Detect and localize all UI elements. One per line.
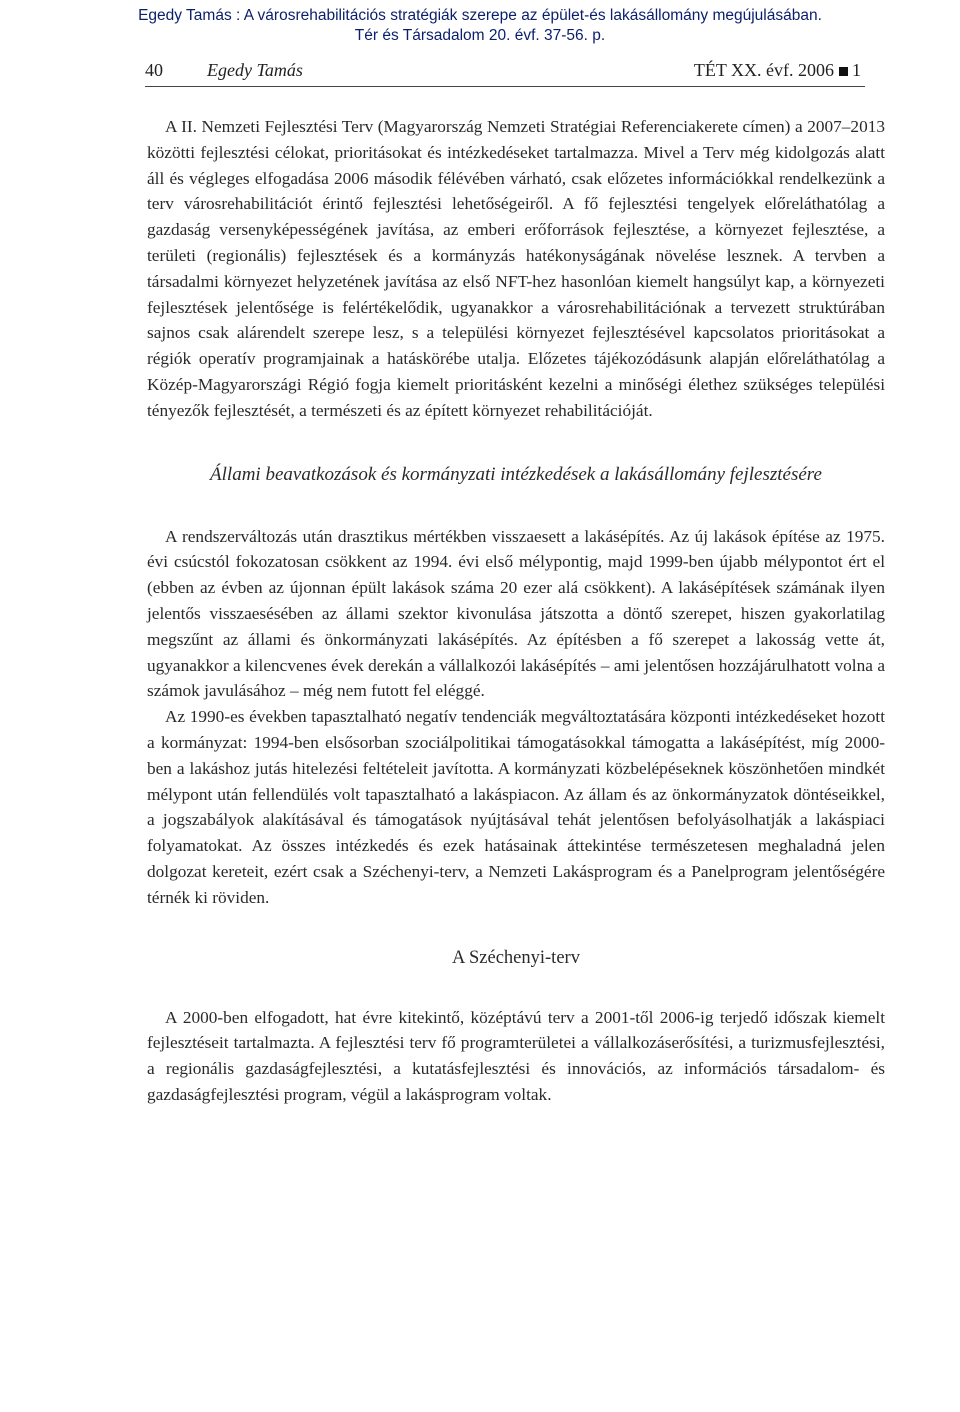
citation-header [0, 6, 960, 46]
citation-line-2: Tér és Társadalom 20. évf. 37-56. p. [354, 27, 606, 44]
running-head-author: Egedy Tamás [207, 60, 303, 80]
paragraph-szechenyi-plan: A 2000-ben elfogadott, hat évre kitekintő, középtávú terv a 2001-től 2006-ig terjedő időszak kiemelt fejlesztéseit tartalmazta. A fejlesztési terv fő programterületei a vállalkozáserősítési, a turizmusfejlesztési, a regionális gazdaságfejlesztési, a kutatásfejlesztési és innovációs, az információs társadalom- és gazdaságfejlesztési program, végül a lakásprogram voltak. [147, 1007, 885, 1104]
citation-line-1: Egedy Tamás : A városrehabilitációs stratégiák szerepe az épület-és lakásállomány megújulásában. [138, 7, 822, 24]
journal-issue: 1 [852, 60, 861, 80]
section-heading: Állami beavatkozások és kormányzati intézkedések a lakásállomány fejlesztésére [210, 463, 822, 485]
page-number: 40 [145, 60, 163, 80]
journal-name: TÉT XX. évf. 2006 [693, 60, 834, 80]
paragraph-government-measures: Az 1990-es években tapasztalható negatív tendenciák megváltoztatására központi intézkedéseket hozott a kormányzat: 1994-ben elsősorban szociálpolitikai támogatásokkal támogatta a lakásépítést, míg 2000-ben a lakáshoz jutás hitelezési feltételeit javította. A kormányzati közbelépéseknek köszönhetően mindkét mélypont után fellendülés volt tapasztalható a lakáspiacon. Az állam és az önkormányzatok döntéseikkel, a jogszabályok alakításával és támogatások nyújtásával tehát jelentősen befolyásolhatják a lakáspiaci folyamatokat. Az összes intézkedés és ezek hatásainak áttekintése természetesen meghaladná jelen dolgozat kereteit, ezért csak a Széchenyi-terv, a Nemzeti Lakásprogram és a Panelprogram jelentőségére térnék ki röviden. [147, 707, 885, 907]
paragraph-nft: A II. Nemzeti Fejlesztési Terv (Magyarország Nemzeti Stratégiai Referenciakerete címen) a 2007–2013 közötti fejlesztési célokat, prioritásokat és intézkedéseket tartalmazza. Mivel a Terv még kidolgozás alatt áll és végleges elfogadása 2006 második félévében várható, csak előzetes információkkal rendelkezünk a terv városrehabilitációt érintő fejlesztési lehetőségeiről. A fő fejlesztési tengelyek előreláthatólag a gazdaság versenyképességének javítása, az emberi erőforrások fejlesztése, a környezet fejlesztése, a területi (regionális) fejlesztések és a kormányzás hatékonyságának növelése lesznek. A tervben a társadalmi környezet helyzetének javítása az első NFT-hez hasonlóan kiemelt hangsúlyt kap, a környezeti fejlesztések jelentősége is felértékelődik, ugyanakkor a városrehabilitációnak a tervezett struktúrában sajnos csak alárendelt szerepe lesz, s a települési környezet fejlesztésével kapcsolatos prioritásokat a régiók operatív programjainak a hatáskörébe utalja. Előzetes tájékozódásunk alapján előreláthatólag a Közép-Magyarországi Régió fogja kiemelt prioritásként kezelni a minőségi élethez szükséges települési tényezők fejlesztését, a természeti és az épített környezet rehabilitációját. [147, 117, 885, 420]
running-head [145, 58, 865, 82]
header-rule [145, 86, 865, 87]
article-body [147, 114, 885, 1108]
subsection-heading: A Széchenyi-terv [452, 947, 580, 968]
square-bullet-icon [839, 67, 848, 76]
paragraph-housing-decline: A rendszerváltozás után drasztikus mértékben visszaesett a lakásépítés. Az új lakások építése az 1975. évi csúcstól fokozatosan csökkent az 1994. évi első mélypontig, majd 1999-ben újabb mélypontot ért el (ebben az évben az újonnan épült lakások száma 20 ezer alá csökkent). A lakásépítések számának ilyen jelentős visszaesésében az állami szektor kivonulása játszotta a döntő szerepet, hiszen gyakorlatilag megszűnt az állami és önkormányzati lakásépítés. Az építésben a fő szerepet a lakosság vette át, ugyanakkor a kilencvenes évek derekán a vállalkozói lakásépítés – ami jelentősen hozzájárulhatott volna a számok javulásához – még nem futott fel eléggé. [147, 526, 885, 701]
running-head-journal [694, 58, 861, 82]
